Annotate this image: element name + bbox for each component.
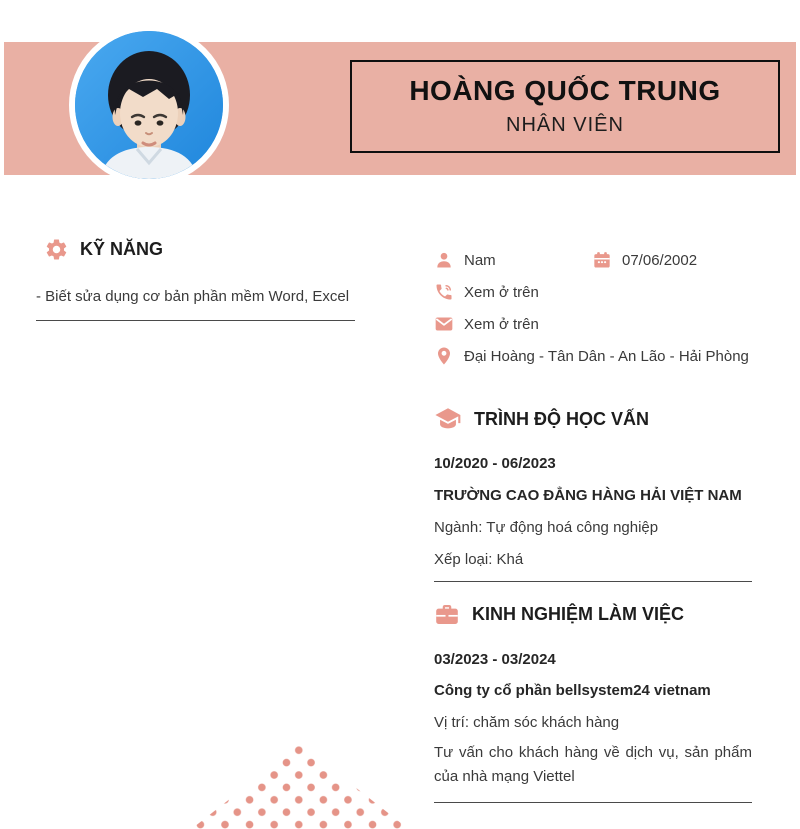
education-heading	[433, 405, 649, 433]
email-field	[434, 314, 539, 334]
info-row-phone	[434, 282, 764, 302]
mail-icon	[434, 314, 454, 334]
education-grade: Xếp loại: Khá	[434, 551, 524, 568]
experience-period: 03/2023 - 03/2024	[434, 651, 556, 668]
address-value: Đại Hoàng - Tân Dân - An Lão - Hải Phòng	[464, 347, 749, 365]
dob-field	[592, 250, 697, 270]
phone-field	[434, 282, 539, 302]
experience-heading-label: KINH NGHIỆM LÀM VIỆC	[472, 604, 685, 624]
skill-item: - Biết sửa dụng cơ bản phần mềm Word, Excel	[36, 288, 350, 305]
education-divider	[434, 581, 752, 582]
education-period: 10/2020 - 06/2023	[434, 455, 556, 472]
gender-field	[434, 250, 592, 270]
skills-heading	[44, 237, 163, 262]
dob-value: 07/06/2002	[622, 251, 698, 269]
phone-icon	[434, 282, 454, 302]
location-pin-icon	[434, 346, 454, 366]
name-box	[350, 60, 780, 153]
personal-info	[434, 250, 764, 378]
email-value: Xem ở trên	[464, 315, 539, 333]
info-row-email	[434, 314, 764, 334]
skills-divider	[36, 320, 355, 321]
info-row-address	[434, 346, 764, 366]
phone-value: Xem ở trên	[464, 283, 539, 301]
experience-divider	[434, 802, 752, 803]
gear-icon	[44, 237, 69, 262]
briefcase-icon	[433, 601, 461, 628]
person-name: HOÀNG QUỐC TRUNG	[409, 75, 721, 107]
experience-company: Công ty cổ phần bellsystem24 vietnam	[434, 682, 711, 699]
address-field	[434, 346, 749, 366]
experience-position: Vị trí: chăm sóc khách hàng	[434, 714, 620, 731]
gender-value: Nam	[464, 251, 496, 269]
education-major: Ngành: Tự động hoá công nghiệp	[434, 519, 659, 536]
dots-triangle-decoration	[185, 744, 415, 829]
calendar-icon	[592, 250, 612, 270]
education-school: TRƯỜNG CAO ĐẲNG HÀNG HẢI VIỆT NAM	[434, 487, 742, 504]
info-row-gender-dob	[434, 250, 764, 270]
job-title: NHÂN VIÊN	[506, 113, 624, 136]
experience-description: Tư vấn cho khách hàng về dịch vụ, sản phẩm của nhà mạng Viettel	[434, 744, 752, 785]
graduation-cap-icon	[433, 405, 463, 433]
skills-heading-label: KỸ NĂNG	[80, 239, 164, 259]
profile-photo-illustration	[75, 31, 223, 179]
experience-heading	[433, 601, 684, 628]
profile-photo	[69, 25, 229, 185]
education-heading-label: TRÌNH ĐỘ HỌC VẤN	[474, 408, 649, 429]
person-icon	[434, 250, 454, 270]
